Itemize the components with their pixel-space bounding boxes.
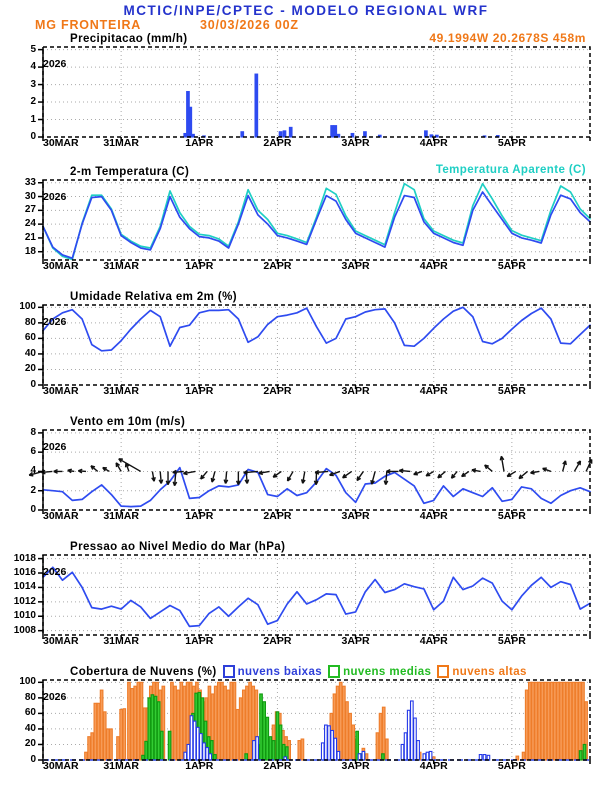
wind-vector-head (183, 474, 187, 475)
panel-title: Pressao ao Nivel Medio do Mar (hPa) (70, 541, 286, 553)
y-tick-label: 8 (30, 426, 36, 438)
legend-nuvens-altas: nuvens altas (437, 665, 526, 678)
nuvens-altas (110, 729, 113, 760)
nuvens-altas (339, 682, 342, 760)
nuvens-medias (160, 731, 163, 760)
nuvens-altas (382, 707, 385, 760)
nuvens-medias (260, 694, 263, 760)
precip-bar-group (184, 74, 499, 137)
nuvens-altas (301, 739, 304, 760)
nuvens-medias (263, 702, 266, 760)
nuvens-altas (566, 682, 569, 760)
nuvens-baixas (414, 718, 417, 760)
nuvens-altas (352, 725, 355, 760)
x-tick-label: 4APR (419, 635, 448, 647)
panel-title: 2-m Temperatura (C) (70, 166, 190, 178)
nuvens-medias (168, 731, 171, 760)
precip-bar (241, 132, 244, 137)
nuvens-baixas (187, 744, 190, 760)
x-tick-label: 30MAR (43, 137, 79, 149)
x-tick-label: 3APR (341, 385, 370, 397)
y-tick-label: 0 (30, 754, 36, 765)
nuvens-baixas (429, 751, 432, 760)
x-tick-label: 4APR (419, 760, 448, 772)
x-tick-label: 2APR (263, 635, 292, 647)
nuvens-baixas (407, 710, 410, 760)
nuvens-altas (128, 682, 131, 760)
nuvens-altas (214, 686, 217, 760)
y-tick-label: 1012 (13, 595, 36, 607)
x-axis-year-label: 2026 (43, 566, 67, 578)
nuvens-altas (376, 733, 379, 760)
pressure-chart (43, 555, 590, 635)
y-tick-label: 1014 (13, 581, 36, 593)
x-axis-year-label: 2026 (43, 316, 67, 328)
wind-vector-head (154, 477, 155, 481)
precip-bar (189, 107, 192, 137)
nuvens-baixas (200, 734, 203, 760)
nuvens-medias (583, 744, 586, 760)
x-tick-label: 2APR (263, 510, 292, 522)
nuvens-medias (157, 702, 160, 760)
x-tick-label: 31MAR (103, 385, 139, 397)
nuvens-baixas (325, 725, 328, 760)
panel-precipitation (0, 31, 612, 165)
nuvens-baixas (362, 751, 365, 760)
nuvens-altas (544, 682, 547, 760)
nuvens-altas (569, 682, 572, 760)
y-tick-label: 1018 (13, 552, 36, 564)
y-tick-label: 60 (24, 707, 36, 719)
plot-area-clouds (19, 676, 590, 772)
y-tick-label: 40 (24, 722, 36, 734)
x-tick-label: 31MAR (103, 137, 139, 149)
nuvens-medias (276, 712, 279, 760)
legend-nuvens-medias: nuvens medias (328, 665, 431, 678)
nuvens-altas (177, 690, 180, 760)
y-tick-label: 20 (24, 738, 36, 750)
nuvens-altas (538, 682, 541, 760)
nuvens-baixas (256, 737, 259, 760)
nuvens-altas (174, 686, 177, 760)
page-title: MCTIC/INPE/CPTEC - MODELO REGIONAL WRF (123, 3, 489, 18)
x-tick-label: 1APR (185, 260, 214, 272)
nuvens-altas (91, 733, 94, 760)
x-tick-label: 1APR (185, 137, 214, 149)
x-tick-label: 1APR (185, 510, 214, 522)
x-tick-label: 3APR (341, 635, 370, 647)
nuvens-altas (134, 686, 137, 760)
x-tick-label: 30MAR (43, 635, 79, 647)
panel-wind (0, 414, 612, 538)
nuvens-altas (529, 682, 532, 760)
nuvens-altas (236, 710, 239, 760)
nuvens-medias (145, 741, 148, 760)
nuvens-baixas (479, 755, 482, 760)
nuvens-baixas (193, 721, 196, 760)
plot-area-precipitation (30, 43, 590, 149)
x-tick-label: 5APR (497, 635, 526, 647)
x-tick-label: 5APR (497, 510, 526, 522)
y-tick-label: 4 (30, 61, 36, 73)
plot-area-humidity (19, 301, 590, 397)
nuvens-altas (94, 703, 97, 760)
x-tick-label: 4APR (419, 260, 448, 272)
panel-humidity (0, 289, 612, 413)
y-tick-label: 3 (30, 78, 36, 90)
panel-title: Precipitacao (mm/h) (70, 33, 188, 45)
x-tick-label: 30MAR (43, 385, 79, 397)
wind-vector (119, 459, 141, 472)
x-tick-label: 5APR (497, 385, 526, 397)
y-tick-label: 80 (24, 316, 36, 328)
nuvens-altas (107, 729, 110, 760)
nuvens-medias (579, 751, 582, 760)
nuvens-altas (563, 682, 566, 760)
y-tick-label: 4 (30, 465, 36, 477)
nuvens-altas (131, 689, 134, 760)
y-tick-label: 30 (24, 190, 36, 202)
x-tick-label: 2APR (263, 760, 292, 772)
line-Umidade-Relativa (43, 307, 590, 351)
wind-vector-head (273, 476, 277, 477)
nuvens-altas (379, 713, 382, 760)
y-tick-label: 20 (24, 363, 36, 375)
y-tick-label: 40 (24, 347, 36, 359)
nuvens-baixas (321, 743, 324, 760)
nuvens-baixas (426, 752, 429, 760)
y-tick-label: 6 (30, 446, 36, 458)
temperature-chart (43, 180, 590, 260)
x-axis-year-label: 2026 (43, 58, 67, 70)
y-tick-label: 1008 (13, 624, 36, 636)
nuvens-altas (246, 686, 249, 760)
y-tick-label: 5 (30, 43, 36, 55)
y-tick-label: 2 (30, 484, 36, 496)
nuvens-altas (183, 686, 186, 760)
y-tick-label: 60 (24, 332, 36, 344)
nuvens-altas (249, 682, 252, 760)
x-tick-label: 1APR (185, 635, 214, 647)
x-tick-label: 30MAR (43, 260, 79, 272)
nuvens-baixas (328, 726, 331, 760)
run-datetime: 30/03/2026 00Z (200, 18, 299, 32)
nuvens-altas (218, 682, 221, 760)
nuvens-baixas (334, 738, 337, 760)
nuvens-altas (243, 690, 246, 760)
nuvens-altas (572, 682, 575, 760)
nuvens-baixas (417, 741, 420, 760)
nuvens-altas (522, 752, 525, 760)
grid (43, 430, 590, 510)
precip-bar (289, 127, 292, 137)
x-tick-label: 1APR (185, 760, 214, 772)
x-tick-label: 4APR (419, 385, 448, 397)
y-tick-label: 80 (24, 691, 36, 703)
y-tick-label: 1010 (13, 610, 36, 622)
nuvens-altas (343, 686, 346, 760)
panel-clouds (0, 664, 612, 788)
y-tick-label: 1 (30, 113, 36, 125)
nuvens-altas (239, 698, 242, 760)
x-tick-label: 4APR (419, 137, 448, 149)
nuvens-medias (148, 698, 151, 760)
y-tick-label: 2 (30, 96, 36, 108)
precip-bar (331, 126, 334, 137)
x-axis-year-label: 2026 (43, 691, 67, 703)
x-tick-label: 5APR (497, 137, 526, 149)
y-tick-label: 21 (24, 231, 36, 243)
x-axis-year-label: 2026 (43, 441, 67, 453)
nuvens-altas (230, 682, 233, 760)
nuvens-altas (547, 682, 550, 760)
x-tick-label: 2APR (263, 137, 292, 149)
precip-bar (334, 126, 337, 137)
wind-vector-head (462, 476, 466, 477)
precipitation-chart (43, 47, 590, 137)
x-tick-label: 3APR (341, 137, 370, 149)
nuvens-altas (575, 682, 578, 760)
nuvens-altas (233, 682, 236, 760)
x-tick-label: 5APR (497, 760, 526, 772)
nuvens-medias (154, 696, 157, 760)
x-tick-label: 2APR (263, 260, 292, 272)
grid (43, 47, 590, 137)
nuvens-medias (269, 737, 272, 760)
nuvens-baixas (411, 701, 414, 760)
nuvens-altas (346, 702, 349, 760)
precip-bar (255, 74, 258, 137)
nuvens-medias (382, 754, 385, 760)
y-tick-label: 0 (30, 131, 36, 142)
nuvens-baixas (190, 716, 193, 760)
x-tick-label: 1APR (185, 385, 214, 397)
panel-title: Cobertura de Nuvens (%) (70, 666, 217, 678)
nuvens-altas-swatch-icon (437, 665, 449, 678)
wind-chart (43, 430, 590, 510)
x-tick-label: 31MAR (103, 760, 139, 772)
nuvens-altas (103, 712, 106, 760)
nuvens-medias (151, 695, 154, 760)
nuvens-baixas (401, 744, 404, 760)
plot-frame (43, 555, 590, 635)
x-tick-label: 3APR (341, 260, 370, 272)
x-tick-label: 2APR (263, 385, 292, 397)
nuvens-baixas (337, 751, 340, 760)
x-tick-label: 3APR (341, 510, 370, 522)
nuvens-medias (279, 725, 282, 760)
x-tick-label: 30MAR (43, 510, 79, 522)
nuvens-altas (140, 682, 143, 760)
y-tick-label: 33 (24, 176, 36, 188)
nuvens-altas (180, 682, 183, 760)
nuvens-altas (88, 737, 91, 760)
wind-vector-head (500, 456, 501, 460)
station-label: MG FRONTEIRA (35, 18, 142, 32)
panel-title: Umidade Relativa em 2m (%) (70, 291, 237, 303)
panel-pressure (0, 539, 612, 663)
wind-vector-head (343, 477, 347, 478)
nuvens-medias (266, 717, 269, 760)
nuvens-baixas (483, 755, 486, 760)
grid (43, 555, 590, 635)
nuvens-altas (579, 682, 582, 760)
clouds-chart (43, 680, 590, 760)
panel-title: Vento em 10m (m/s) (70, 416, 186, 428)
x-tick-label: 31MAR (103, 510, 139, 522)
x-tick-label: 5APR (497, 260, 526, 272)
grid (43, 305, 590, 385)
nuvens-baixas (196, 727, 199, 760)
location-label: 49.1994W 20.2678S 458m (429, 31, 586, 45)
y-tick-label: 0 (30, 379, 36, 390)
nuvens-baixas-swatch-icon (223, 665, 235, 678)
plot-frame (43, 47, 590, 137)
humidity-chart (43, 305, 590, 385)
nuvens-altas (117, 737, 120, 760)
y-tick-label: 1016 (13, 567, 36, 579)
y-tick-label: 18 (24, 245, 36, 257)
nuvens-altas (550, 682, 553, 760)
nuvens-altas (541, 682, 544, 760)
nuvens-baixas (203, 743, 206, 760)
nuvens-baixas (404, 733, 407, 760)
legend-temperatura-aparente: Temperatura Aparente (C) (435, 164, 586, 176)
nuvens-altas (85, 752, 88, 760)
panel-temperature (0, 164, 612, 288)
nuvens-altas (525, 690, 528, 760)
y-tick-label: 0 (30, 504, 36, 515)
nuvens-altas (557, 682, 560, 760)
nuvens-baixas (331, 730, 334, 760)
nuvens-altas (227, 690, 230, 760)
nuvens-altas (560, 682, 563, 760)
y-tick-label: 100 (19, 676, 36, 688)
nuvens-altas (221, 682, 224, 760)
line-Pressao-ao-nivel-medio-do-mar (43, 567, 590, 626)
plot-area-temperature (24, 176, 590, 272)
x-tick-label: 4APR (419, 510, 448, 522)
nuvens-medias (214, 755, 217, 760)
nuvens-altas (532, 682, 535, 760)
x-tick-label: 30MAR (43, 760, 79, 772)
x-axis-year-label: 2026 (43, 191, 67, 203)
plot-area-pressure (13, 552, 590, 647)
nuvens-altas (349, 713, 352, 760)
nuvens-baixas (184, 752, 187, 760)
x-tick-label: 31MAR (103, 635, 139, 647)
plot-frame (43, 305, 590, 385)
nuvens-altas (386, 739, 389, 760)
wind-vector-head (531, 473, 535, 474)
y-tick-label: 100 (19, 301, 36, 313)
plot-frame (43, 430, 590, 510)
nuvens-altas (224, 686, 227, 760)
nuvens-altas (535, 682, 538, 760)
nuvens-altas (100, 690, 103, 760)
y-tick-label: 27 (24, 204, 36, 216)
nuvens-altas (97, 703, 100, 760)
x-tick-label: 31MAR (103, 260, 139, 272)
nuvens-altas (120, 710, 123, 760)
nuvens-altas (123, 709, 126, 760)
nuvens-medias (245, 754, 248, 760)
nuvens-baixas (206, 748, 209, 760)
plot-area-wind (30, 426, 590, 522)
nuvens-altas (554, 682, 557, 760)
nuvens-altas (298, 741, 301, 760)
nuvens-medias (272, 741, 275, 760)
y-tick-label: 24 (24, 218, 36, 230)
legend-nuvens-baixas: nuvens baixas (223, 665, 322, 678)
x-tick-label: 3APR (341, 760, 370, 772)
nuvens-baixas (253, 741, 256, 760)
nuvens-medias-swatch-icon (328, 665, 340, 678)
nuvens-altas (137, 682, 140, 760)
